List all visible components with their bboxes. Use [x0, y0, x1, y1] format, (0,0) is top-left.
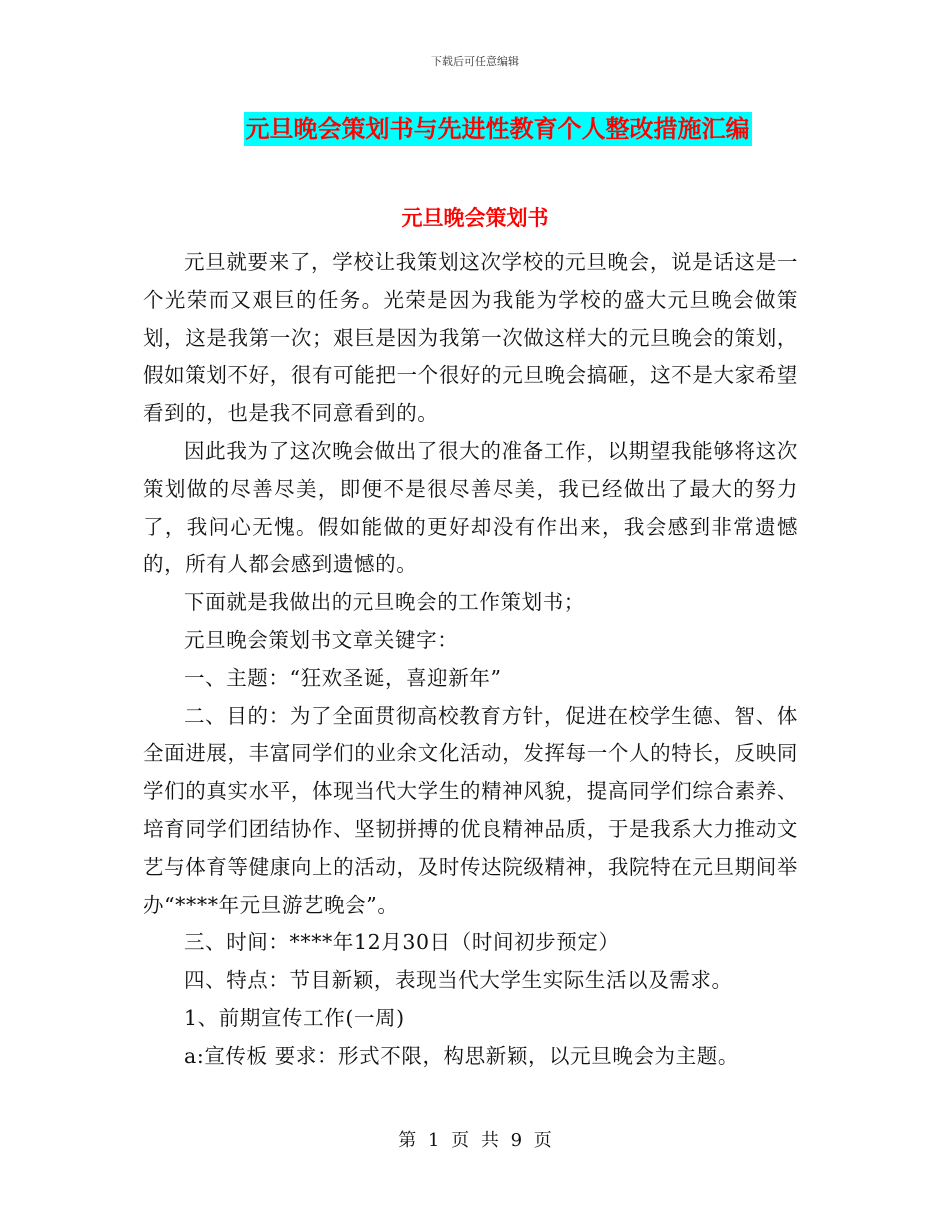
paragraph: 元旦晚会策划书文章关键字： [184, 627, 459, 652]
paragraph: 1、前期宣传工作(一周) [184, 1005, 405, 1030]
paragraph: 下面就是我做出的元旦晚会的工作策划书； [184, 590, 585, 615]
paragraph: 因此我为了这次晚会做出了很大的准备工作，以期望我能够将这次策划做的尽善尽美，即便不是很尽善尽美，我已经做出了最大的努力了，我问心无愧。假如能做的更好却没有作出来，我会感到非常遗憾的，所有人都会感到遗憾的。 [143, 438, 798, 577]
paragraph: 四、特点：节目新颖，表现当代大学生实际生活以及需求。 [184, 968, 733, 993]
paragraph: a:宣传板 要求：形式不限，构思新颖，以元旦晚会为主题。 [184, 1043, 739, 1068]
document-title: 元旦晚会策划书与先进性教育个人整改措施汇编 [244, 112, 752, 146]
paragraph: 一、主题：“狂欢圣诞，喜迎新年” [184, 665, 502, 690]
paragraph: 二、目的：为了全面贯彻高校教育方针，促进在校学生德、智、体全面进展，丰富同学们的业余文化活动，发挥每一个人的特长，反映同学们的真实水平，体现当代大学生的精神风貌，提高同学们综合素养、培育同学们团结协作、坚韧拼搏的优良精神品质，于是我系大力推动文艺与体育等健康向上的活动，及时传达院级精神，我院特在元旦期间举办“****年元旦游艺晚会”。 [143, 703, 798, 917]
document-title-container [0, 112, 950, 146]
page-header-note: 下载后可任意编辑 [431, 55, 519, 68]
section-title: 元旦晚会策划书 [401, 206, 549, 230]
paragraph: 元旦就要来了，学校让我策划这次学校的元旦晚会，说是话这是一个光荣而又艰巨的任务。光荣是因为我能为学校的盛大元旦晚会做策划，这是我第一次；艰巨是因为我第一次做这样大的元旦晚会的策划，假如策划不好，很有可能把一个很好的元旦晚会搞砸，这不是大家希望看到的，也是我不同意看到的。 [143, 250, 798, 426]
page-number-footer: 第 1 页 共 9 页 [398, 1130, 552, 1151]
paragraph: 三、时间：****年12月30日（时间初步预定） [184, 930, 620, 955]
document-body [143, 244, 798, 1076]
